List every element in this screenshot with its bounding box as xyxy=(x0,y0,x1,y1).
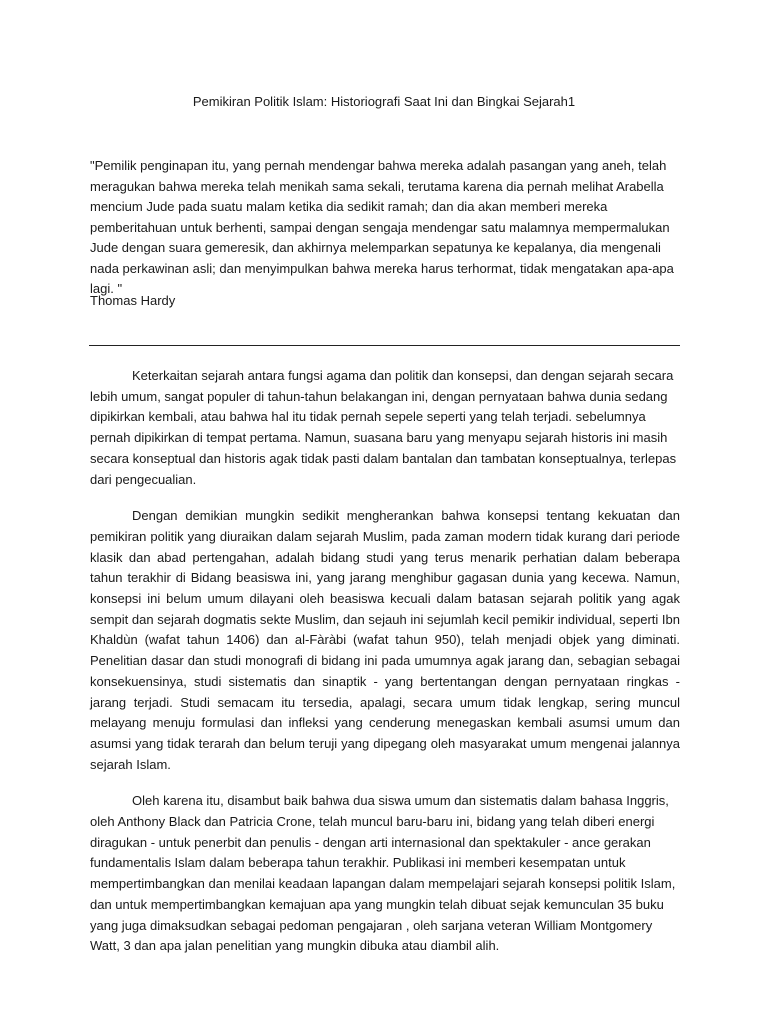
body-paragraph-2: Dengan demikian mungkin sedikit mengherankan bahwa konsepsi tentang kekuatan dan pemikiran politik yang diuraikan dalam sejarah Muslim, pada zaman modern tidak kurang dari periode klasik dan abad pertengahan, adalah bidang studi yang terus menarik perhatian dalam beberapa tahun terakhir di Bidang beasiswa ini, yang jarang menghibur gagasan dunia yang kecewa. Namun, konsepsi ini belum umum dilayani oleh beasiswa kecuali dalam batasan sejarah politik yang agak sempit dan sejarah dogmatis sekte Muslim, dan sejauh ini sejumlah kecil pemikir individual, seperti Ibn Khaldùn (wafat tahun 1406) dan al-Fàràbi (wafat tahun 950), telah menjadi objek yang diminati. Penelitian dasar dan studi monografi di bidang ini pada umumnya agak jarang dan, sebagian sebagai konsekuensinya, studi sistematis dan sinaptik - yang bertentangan dengan pernyataan ringkas - jarang terjadi. Studi semacam itu tersedia, apalagi, secara umum tidak lengkap, sering muncul melayang menuju formulasi dan infleksi yang cenderung menegaskan kembali asumsi umum dan asumsi yang tidak terarah dan belum teruji yang dipegang oleh masyarakat umum mengenai jalannya sejarah Islam. xyxy=(90,508,680,772)
body-paragraph-3: Oleh karena itu, disambut baik bahwa dua siswa umum dan sistematis dalam bahasa Inggris, oleh Anthony Black dan Patricia Crone, telah muncul baru-baru ini, bidang yang telah diberi energi diragukan - untuk penerbit dan penulis - dengan arti internasional dan spektakuler - ance gerakan fundamentalis Islam dalam beberapa tahun terakhir. Publikasi ini memberi kesempatan untuk mempertimbangkan dan menilai keadaan lapangan dalam mempelajari sejarah konsepsi politik Islam, dan untuk mempertimbangkan kemajuan apa yang mungkin telah dibuat sejak kemunculan 35 buku yang juga dimaksudkan sebagai pedoman pengajaran , oleh sarjana veteran William Montgomery Watt, 3 dan apa jalan penelitian yang mungkin dibuka atau diambil alih. xyxy=(90,793,676,954)
epigraph-author: Thomas Hardy xyxy=(90,293,176,308)
section-divider xyxy=(89,345,680,346)
document-title: Pemikiran Politik Islam: Historiografi Saat Ini dan Bingkai Sejarah1 xyxy=(192,94,576,109)
body-paragraph-1: Keterkaitan sejarah antara fungsi agama dan politik dan konsepsi, dan dengan sejarah secara lebih umum, sangat populer di tahun-tahun belakangan ini, dengan pernyataan bahwa dunia sedang dipikirkan kembali, atau bahwa hal itu tidak pernah sepele seperti yang telah terjadi. sebelumnya pernah dipikirkan di tempat pertama. Namun, suasana baru yang menyapu sejarah historis ini masih secara konseptual dan historis agak tidak pasti dalam bantalan dan tambatan konseptualnya, terlepas dari pengecualian. xyxy=(90,368,677,487)
epigraph-quote: "Pemilik penginapan itu, yang pernah mendengar bahwa mereka adalah pasangan yang aneh, telah meragukan bahwa mereka telah menikah sama sekali, terutama karena dia pernah melihat Arabella mencium Jude pada suatu malam ketika dia sedikit ramah; dan dia akan memberi mereka pemberitahuan untuk berhenti, sampai dengan sengaja mendengar satu malamnya mempermalukan Jude dengan suara gemeresik, dan akhirnya melemparkan sepatunya ke kepalanya, dia mengenali nada perkawinan asli; dan menyimpulkan bahwa mereka harus terhormat, tidak mengatakan apa-apa lagi. " xyxy=(90,158,674,296)
document-body xyxy=(90,366,680,973)
